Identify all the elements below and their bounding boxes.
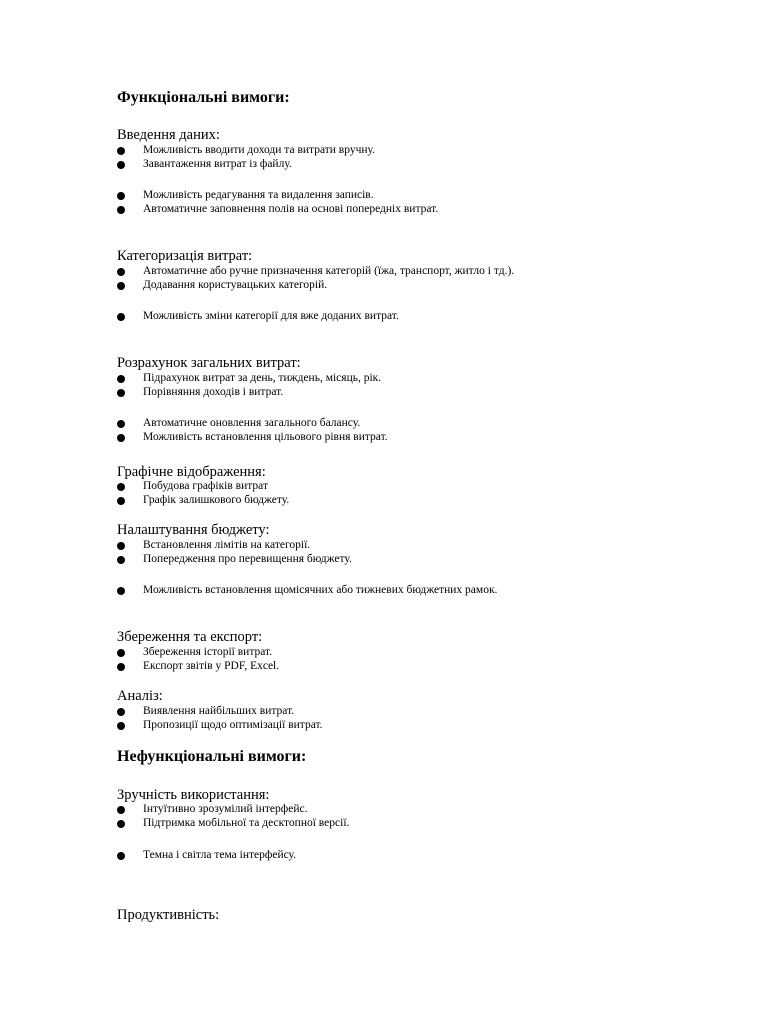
bullet-icon — [117, 375, 125, 383]
bullet-icon — [117, 663, 125, 671]
bullet-icon — [117, 542, 125, 550]
bullet-icon — [117, 268, 125, 276]
performance-heading: Продуктивність: — [117, 907, 220, 923]
bullet-icon — [117, 820, 125, 828]
bullet-icon — [117, 852, 125, 860]
bullet-icon — [117, 313, 125, 321]
bullet-icon — [117, 483, 125, 491]
bullet-icon — [117, 587, 125, 595]
document-page: Функціональні вимоги: Введення даних: Можливість вводити доходи та витрати вручну. Завантаження витрат із файлу. Можливість редагування та видалення записів. Автоматичне заповнення полів на основі попередніх витрат. Категоризація витрат: Автоматичне або ручне призначення категорій (їжа, транспорт, житло і тд.). Додавання користувацьких категорій. Можливість зміни категорії для вже доданих витрат. Розрахунок загальних витрат: Підрахунок витрат за день, тиждень, місяць, рік. Порівняння доходів і витрат. Автоматичне оновлення загального балансу. Можливість встановлення цільового рівня витрат. Графічне відображення: Побудова графіків витрат Графік залишкового бюджету. Налаштування бюджету: Встановлення лімітів на категорії. Попередження про перевищення бюджету. Можливість встановлення щомісячних або тижневих бюджетних рамок. Збереження та експорт: Збереження історії витрат. Експорт звітів у PDF, Excel. Аналіз: Виявлення найбільших витрат. Пропозиції щодо оптимізації витрат. Нефункціональні вимоги: Зручність використання: Інтуїтивно зрозумілий інтерфейс. Підтримка мобільної та десктопної версії. Темна і світла тема інтерфейсу. Продуктивність: — [117, 89, 515, 923]
categorization-heading: Категоризація витрат: — [117, 248, 253, 264]
functional-requirements-title: Функціональні вимоги: — [117, 89, 290, 106]
bullet-icon — [117, 556, 125, 564]
bullet-icon — [117, 389, 125, 397]
charts-heading: Графічне відображення: — [117, 464, 266, 480]
input-heading: Введення даних: — [117, 127, 220, 143]
bullet-icon — [117, 206, 125, 214]
bullet-icon — [117, 161, 125, 169]
bullet-icon — [117, 649, 125, 657]
bullet-icon — [117, 722, 125, 730]
export-heading: Збереження та експорт: — [117, 629, 263, 645]
totals-heading: Розрахунок загальних витрат: — [117, 355, 301, 371]
usability-heading: Зручність використання: — [117, 787, 270, 803]
nonfunctional-requirements-title: Нефункціональні вимоги: — [117, 748, 307, 765]
bullet-icon — [117, 434, 125, 442]
bullet-icon — [117, 806, 125, 814]
bullet-icon — [117, 192, 125, 200]
budget-heading: Налаштування бюджету: — [117, 522, 270, 538]
bullet-icon — [117, 282, 125, 290]
bullet-icon — [117, 420, 125, 428]
bullet-icon — [117, 708, 125, 716]
analysis-heading: Аналіз: — [117, 688, 163, 704]
bullet-icon — [117, 497, 125, 505]
bullet-icon — [117, 147, 125, 155]
